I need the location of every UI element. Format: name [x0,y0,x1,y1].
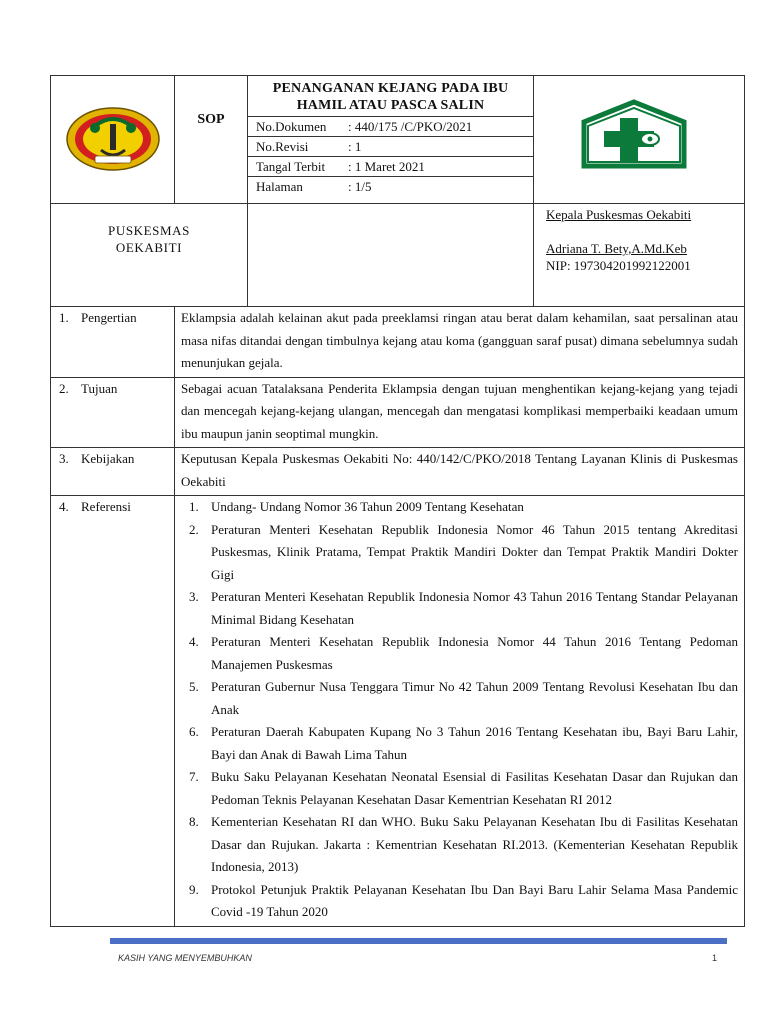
list-item [181,766,738,811]
section-label-referensi [51,496,175,927]
list-item-number: 8. [189,814,199,829]
puskesmas-health-cross-icon [580,98,688,178]
list-item-text: Peraturan Menteri Kesehatan Republik Indonesia Nomor 44 Tahun 2016 Tentang Pedoman Manajemen Puskesmas [211,634,738,672]
section-label-tujuan [51,377,175,448]
signature-name: Adriana T. Bety,A.Md.Keb [546,241,687,256]
footer-text: KASIH YANG MENYEMBUHKAN [118,953,252,963]
kupang-regency-emblem-icon [65,106,161,172]
meta-value: : 1 Maret 2021 [348,159,425,174]
section-title: Pengertian [81,310,137,325]
blank-cell [248,204,534,307]
meta-revision [248,136,533,156]
list-item-number: 9. [189,881,199,897]
meta-issue-date [248,156,533,176]
meta-value: : 1/5 [348,179,372,194]
meta-key: Tangal Terbit [256,159,326,174]
list-item [181,676,738,721]
section-number: 4. [59,499,69,514]
list-item-text: Buku Saku Pelayanan Kesehatan Neonatal Esensial di Fasilitas Kesehatan Dasar dan Rujukan dan Pedoman Teknis Pelayanan Kesehatan Dasar Kementrian Kesehatan RI 2012 [211,769,738,807]
list-item-number: 6. [189,724,199,739]
list-item-text: Undang- Undang Nomor 36 Tahun 2009 Tentang Kesehatan [211,499,524,514]
list-item-number: 4. [189,634,199,649]
list-item-text: Protokol Petunjuk Praktik Pelayanan Kesehatan Ibu Dan Bayi Baru Lahir Selama Masa Pandemic Covid -19 Tahun 2020 [211,881,738,919]
meta-key: No.Dokumen [256,119,327,134]
meta-key: No.Revisi [256,139,309,154]
sop-header-table [50,75,745,927]
section-title: Tujuan [81,380,118,396]
section-title: Kebijakan [81,451,135,466]
section-body-kebijakan: Keputusan Kepala Puskesmas Oekabiti No: 440/142/C/PKO/2018 Tentang Layanan Klinis di Puskesmas Oekabiti [175,448,745,496]
list-item-text: Peraturan Menteri Kesehatan Republik Indonesia Nomor 43 Tahun 2016 Tentang Standar Pelayanan Minimal Bidang Kesehatan [211,589,738,627]
meta-value: : 1 [348,139,362,154]
section-label-kebijakan [51,448,175,496]
meta-value: : 440/175 /C/PKO/2021 [348,119,473,134]
title-cell [248,76,534,204]
section-title: Referensi [81,499,131,514]
meta-document-number [248,116,533,136]
list-item [181,721,738,766]
signature-nip: NIP: 197304201992122001 [546,258,691,273]
footer-bar [110,938,727,944]
list-item-number: 7. [189,769,199,784]
list-item [181,519,738,587]
section-body-pengertian: Eklampsia adalah kelainan akut pada preeklamsi ringan atau berat dalam kehamilan, saat persalinan atau masa nifas ditandai dengan timbulnya kejang atau koma (gangguan saraf pusat) dimana sebelumnya sudah menunjukan gejala. [175,307,745,378]
list-item [181,631,738,676]
section-number: 1. [59,310,69,325]
sop-label: SOP [175,76,248,204]
section-number: 3. [59,451,69,466]
list-item-number: 5. [189,679,199,694]
signature-cell [534,204,745,307]
list-item-number: 1. [189,499,199,514]
list-item [181,496,738,519]
list-item-number: 3. [189,589,199,604]
list-item-text: Peraturan Gubernur Nusa Tenggara Timur No 42 Tahun 2009 Tentang Revolusi Kesehatan Ibu dan Anak [211,679,738,717]
organization-name-line1: PUSKESMAS [108,223,190,238]
meta-page [248,176,533,203]
list-item-text: Peraturan Menteri Kesehatan Republik Indonesia Nomor 46 Tahun 2015 tentang Akreditasi Puskesmas, Klinik Pratama, Tempat Praktik Mandiri Dokter dan Tempat Praktik Mandiri Dokter Gigi [211,521,738,582]
list-item-number: 2. [189,521,199,537]
left-logo-cell [51,76,175,204]
section-label-pengertian [51,307,175,378]
list-item [181,879,738,924]
organization-cell [51,204,248,307]
document-title: PENANGANAN KEJANG PADA IBU HAMIL ATAU PASCA SALIN [272,81,509,113]
right-logo-cell [534,76,745,204]
list-item [181,586,738,631]
signature-heading: Kepala Puskesmas Oekabiti [546,207,692,222]
section-number: 2. [59,380,69,396]
list-item-text: Peraturan Daerah Kabupaten Kupang No 3 Tahun 2016 Tentang Kesehatan ibu, Bayi Baru Lahir, Bayi dan Anak di Bawah Lima Tahun [211,724,738,762]
meta-key: Halaman [256,179,303,194]
list-item [181,811,738,879]
organization-name-line2: OEKABITI [115,240,183,255]
list-item-text: Kementerian Kesehatan RI dan WHO. Buku Saku Pelayanan Kesehatan Ibu di Fasilitas Kesehatan Dasar dan Rujukan. Jakarta : Kementrian Kesehatan RI.2013. (Kementerian Kesehatan Republik Indonesia, 2013) [211,814,738,874]
reference-list [181,496,738,924]
section-body-tujuan: Sebagai acuan Tatalaksana Penderita Eklampsia dengan tujuan menghentikan kejang-kejang yang tejadi dan mencegah kejang-kejang ulangan, mencegah dan mengatasi komplikasi memperbaiki keadaan umum ibu maupun janin seoptimal mungkin. [175,377,745,448]
section-body-referensi [175,496,745,927]
footer-page-number: 1 [712,953,718,963]
